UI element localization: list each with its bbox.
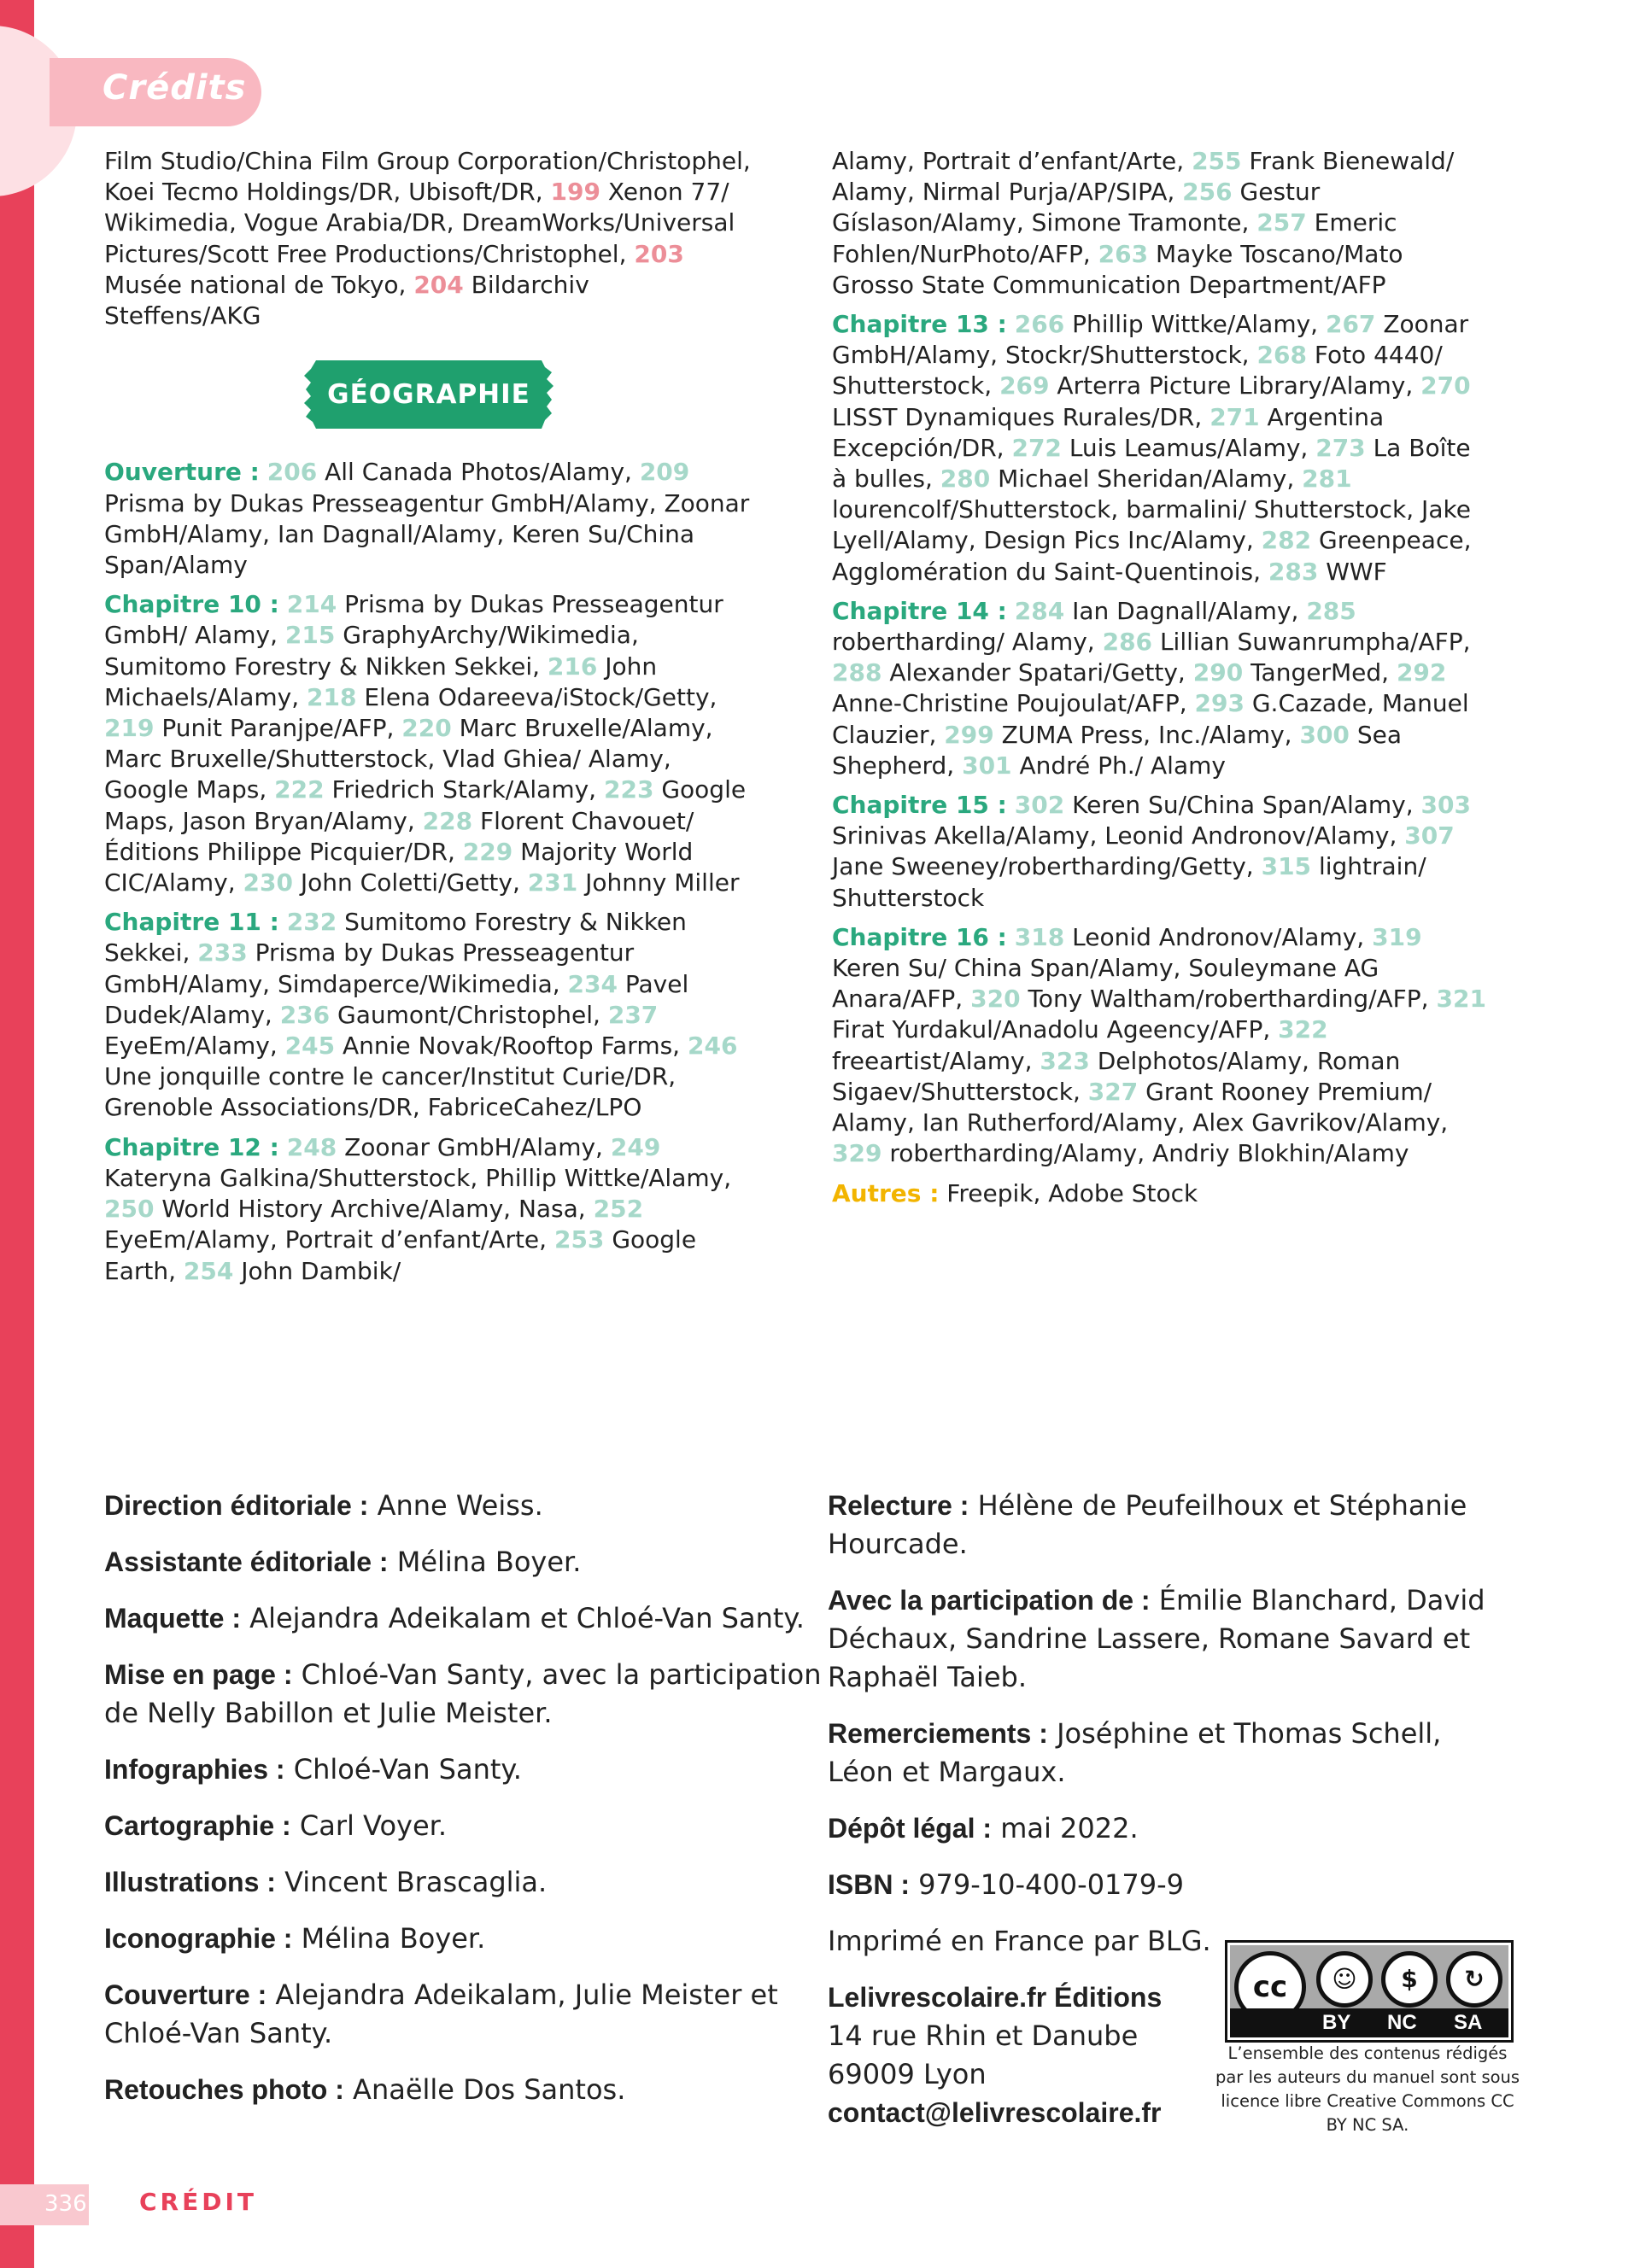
staff-entry <box>104 1863 830 1902</box>
staff-role: Maquette : <box>104 1603 241 1634</box>
page-ref-number: 233 <box>197 938 248 967</box>
credit-text: lightrain/ Shutterstock <box>832 852 1426 912</box>
page-ref-number: 266 <box>1014 310 1065 339</box>
section-label: Chapitre 15 : <box>832 791 1007 820</box>
credit-text: TangerMed, <box>1243 658 1397 687</box>
credit-text: Elena Odareeva/iStock/Getty, <box>356 682 718 711</box>
page-ref-number: 271 <box>1210 402 1260 431</box>
credit-text: John Dambik/ <box>233 1256 401 1285</box>
staff-entry <box>104 1976 830 2053</box>
staff-role: Cartographie : <box>104 1810 291 1841</box>
credit-text: Mayke Toscano/Mato Grosso State Communication Department/AFP <box>832 239 1403 299</box>
staff-role: Dépôt légal : <box>828 1813 993 1844</box>
credit-text: Michael Sheridan/Alamy, <box>990 465 1303 494</box>
license-text: L’ensemble des contenus rédigés par les auteurs du manuel sont sous licence libre Creative Commons CC BY NC SA. <box>1215 2043 1520 2135</box>
page-ref-number: 327 <box>1087 1077 1139 1106</box>
staff-entry <box>104 1807 830 1845</box>
page-ref-number: 230 <box>243 868 293 897</box>
credit-text: Zoonar GmbH/Alamy, <box>337 1132 611 1161</box>
credit-text: freeartist/Alamy, <box>832 1046 1040 1075</box>
credit-text: G.Cazade, Manuel Clauzier, <box>832 689 1469 749</box>
page-ref-number: 302 <box>1014 791 1065 820</box>
credit-text: Sea Shepherd, <box>832 720 1402 780</box>
page-ref-number: 215 <box>284 621 336 650</box>
staff-names: Anaëlle Dos Santos. <box>343 2073 626 2106</box>
credit-text: Phillip Wittke/Alamy, <box>1064 310 1326 339</box>
staff-names: Alejandra Adeikalam et Chloé-Van Santy. <box>241 1602 805 1634</box>
credit-section <box>104 1132 753 1287</box>
credit-text: robertharding/Alamy, Andriy Blokhin/Alamy <box>882 1139 1409 1168</box>
credit-section <box>104 907 753 1123</box>
staff-names: Alejandra Adeikalam, Julie Meister et Chloé-Van Santy. <box>104 1979 778 2049</box>
footer-section-label: CRÉDIT <box>139 2188 257 2216</box>
page-ref-number: 267 <box>1325 310 1376 339</box>
page-ref-number: 206 <box>266 458 318 487</box>
staff-entry <box>828 1581 1511 1697</box>
credit-text: André Ph./ Alamy <box>1011 751 1226 780</box>
staff-names: Vincent Brascaglia. <box>275 1866 548 1898</box>
page-ref-number: 288 <box>832 658 882 687</box>
staff-role: ISBN : <box>828 1869 910 1900</box>
cc-icon: cc <box>1234 1951 1306 2023</box>
credit-text: Kateryna Galkina/Shutterstock, Phillip Wittke/Alamy, <box>104 1163 732 1192</box>
staff-role: Iconographie : <box>104 1923 293 1954</box>
page-ref-number: 209 <box>639 458 690 487</box>
staff-role: Infographies : <box>104 1754 285 1785</box>
credit-text: Friedrich Stark/Alamy, <box>324 775 604 804</box>
right-sections <box>832 309 1490 1169</box>
credit-text: Prisma by Dukas Presseagentur GmbH/Alamy, Simdaperce/Wikimedia, <box>104 938 635 998</box>
staff-left-list <box>104 1487 830 2127</box>
credit-text: Delphotos/Alamy, Roman Sigaev/Shutterstock, <box>832 1046 1401 1106</box>
credit-text: Frank Bienewald/ Alamy, Nirmal Purja/AP/SIPA, <box>832 147 1455 207</box>
section-label: Chapitre 10 : <box>104 590 279 619</box>
staff-entry <box>104 1487 830 1525</box>
publisher-address-2: 69009 Lyon <box>828 2058 987 2090</box>
staff-names: Mélina Boyer. <box>388 1546 582 1578</box>
staff-names: mai 2022. <box>992 1812 1139 1844</box>
page-ref-number: 255 <box>1192 147 1242 175</box>
geography-badge-label: GÉOGRAPHIE <box>327 379 530 411</box>
page-ref-number: 322 <box>1278 1015 1328 1044</box>
credit-text: WWF <box>1318 557 1387 586</box>
credit-text: ZUMA Press, Inc./Alamy, <box>993 720 1300 749</box>
credit-text: Florent Chavouet/Éditions Philippe Picquier/DR, <box>104 806 694 866</box>
credit-section <box>832 922 1490 1170</box>
credit-section <box>104 589 753 898</box>
credit-text: Lillian Suwanrumpha/AFP, <box>1152 628 1471 657</box>
page-ref-number: 222 <box>274 775 325 804</box>
credit-text: Pavel Dudek/Alamy, <box>104 969 689 1029</box>
credit-text: LISST Dynamiques Rurales/DR, <box>832 402 1210 431</box>
publisher-address-1: 14 rue Rhin et Danube <box>828 2020 1139 2052</box>
credit-text: Annie Novak/Rooftop Farms, <box>335 1032 688 1061</box>
credit-text: Majority World CIC/Alamy, <box>104 837 694 897</box>
page-ref-number: 263 <box>1098 239 1149 268</box>
page-ref-number: 307 <box>1404 821 1455 850</box>
page-ref-number: 216 <box>547 652 598 681</box>
staff-role: Couverture : <box>104 1979 267 2010</box>
credit-text: John Coletti/Getty, <box>292 868 528 897</box>
page-ref-number: 320 <box>970 985 1021 1014</box>
page-ref-number: 245 <box>284 1032 336 1061</box>
page-ref-number: 246 <box>687 1032 738 1061</box>
printed-line: Imprimé en France par BLG. <box>828 1925 1211 1957</box>
credit-text: Greenpeace, Agglomération du Saint-Quentinois, <box>832 526 1472 586</box>
staff-names: 979-10-400-0179-9 <box>910 1868 1185 1901</box>
page-ref-number: 199 <box>550 178 600 207</box>
credit-text: Prisma by Dukas Presseagentur GmbH/Alamy, Zoonar GmbH/Alamy, Ian Dagnall/Alamy, Keren Su/China Span/Alamy <box>104 488 750 580</box>
credit-text: Keren Su/China Span/Alamy, <box>1064 791 1421 820</box>
page-ref-number: 219 <box>104 714 155 743</box>
page-ref-number: 321 <box>1436 985 1486 1014</box>
credit-text: EyeEm/Alamy, Portrait d’enfant/Arte, <box>104 1225 554 1254</box>
page-ref-number: 236 <box>279 1000 331 1029</box>
staff-entry <box>104 1599 830 1638</box>
staff-names: Émilie Blanchard, David Déchaux, Sandrine Lassere, Romane Savard et Raphaël Taieb. <box>828 1584 1485 1693</box>
credit-text: lourencolf/Shutterstock, barmalini/ Shutterstock, Jake Lyell/Alamy, Design Pics Inc/Alamy, <box>832 495 1471 555</box>
page-ref-number: 323 <box>1040 1046 1090 1075</box>
staff-role: Remerciements : <box>828 1718 1048 1749</box>
credit-text: Johnny Miller <box>577 868 740 897</box>
credit-text: Alexander Spatari/Getty, <box>882 658 1193 687</box>
right-credits-column <box>832 146 1490 1218</box>
credit-text: Firat Yurdakul/Anadolu Ageency/AFP, <box>832 1015 1279 1044</box>
page-ref-number: 319 <box>1372 922 1422 951</box>
credit-text: Alamy, Portrait d’enfant/Arte, <box>832 147 1192 175</box>
page-ref-number: 231 <box>527 868 578 897</box>
page-ref-number: 315 <box>1261 852 1312 881</box>
page-ref-number: 268 <box>1256 341 1307 370</box>
cc-label-nc: NC <box>1387 2011 1417 2034</box>
cc-label-sa: SA <box>1454 2011 1483 2034</box>
page-ref-number: 290 <box>1192 658 1244 687</box>
staff-entry <box>104 1543 830 1581</box>
credit-section <box>832 596 1490 781</box>
page-number: 336 <box>44 2191 87 2217</box>
credit-text: Sumitomo Forestry & Nikken Sekkei, <box>104 908 687 967</box>
staff-entry <box>828 1809 1511 1848</box>
credits-tab-label: Crédits <box>102 68 247 108</box>
staff-names: Anne Weiss. <box>368 1489 543 1522</box>
section-label: Chapitre 16 : <box>832 922 1007 951</box>
left-intro <box>104 146 753 331</box>
page-ref-number: 286 <box>1102 628 1153 657</box>
credit-text: Jane Sweeney/robertharding/Getty, <box>832 852 1262 881</box>
staff-entry <box>828 1487 1511 1564</box>
staff-right-entries <box>828 1487 1511 1904</box>
left-sections <box>104 457 753 1286</box>
credit-text: Argentina Excepción/DR, <box>832 402 1385 462</box>
credit-text: Google Maps, Jason Bryan/Alamy, <box>104 775 747 835</box>
credit-text: Arterra Picture Library/Alamy, <box>1049 371 1421 400</box>
page-ref-number: 214 <box>286 590 337 619</box>
section-label: Chapitre 12 : <box>104 1132 279 1161</box>
left-accent-bar <box>0 0 34 2268</box>
cc-labels-bar <box>1230 2008 1508 2037</box>
page-ref-number: 257 <box>1256 208 1307 237</box>
credit-text: Srinivas Akella/Alamy, Leonid Andronov/Alamy, <box>832 821 1405 850</box>
credit-text: GraphyArchy/Wikimedia, Sumitomo Forestry & Nikken Sekkei, <box>104 621 639 681</box>
autres-text: Freepik, Adobe Stock <box>939 1178 1198 1207</box>
credit-text: La Boîte à bulles, <box>832 433 1471 494</box>
page-ref-number: 300 <box>1299 720 1350 749</box>
sa-share-icon: ↻ <box>1446 1951 1502 2008</box>
staff-role: Retouches photo : <box>104 2074 344 2105</box>
staff-role: Assistante éditoriale : <box>104 1546 389 1577</box>
staff-role: Avec la participation de : <box>828 1585 1151 1616</box>
page-ref-number: 285 <box>1306 596 1356 625</box>
credit-text: Prisma by Dukas Presseagentur GmbH/ Alamy, <box>104 590 723 650</box>
staff-names: Hélène de Peufeilhoux et Stéphanie Hourcade. <box>828 1489 1467 1560</box>
page-ref-number: 292 <box>1396 658 1447 687</box>
credit-text: Foto 4440/ Shutterstock, <box>832 341 1443 400</box>
page-ref-number: 282 <box>1261 526 1312 555</box>
credit-text: Leonid Andronov/Alamy, <box>1064 922 1373 951</box>
page-ref-number: 293 <box>1194 689 1245 718</box>
credit-text: Anne-Christine Poujoulat/AFP, <box>832 689 1195 718</box>
credit-text: Google Earth, <box>104 1225 697 1285</box>
page-ref-number: 248 <box>286 1132 337 1161</box>
credit-text: Marc Bruxelle/Alamy, Marc Bruxelle/Shutterstock, Vlad Ghiea/ Alamy, Google Maps, <box>104 714 713 804</box>
cc-license-badge <box>1225 1940 1514 2043</box>
section-label: Chapitre 14 : <box>832 596 1007 625</box>
page-ref-number: 250 <box>104 1195 155 1224</box>
page-ref-number: 269 <box>999 371 1050 400</box>
credit-text: Bildarchiv Steffens/AKG <box>104 270 589 330</box>
credit-text: Grant Rooney Premium/ Alamy, Ian Rutherford/Alamy, Alex Gavrikov/Alamy, <box>832 1077 1449 1137</box>
page-ref-number: 284 <box>1014 596 1065 625</box>
credit-text: All Canada Photos/Alamy, <box>317 458 640 487</box>
page-ref-number: 203 <box>634 239 684 268</box>
credit-text: Gaumont/Christophel, <box>330 1000 608 1029</box>
staff-names: Joséphine et Thomas Schell, Léon et Margaux. <box>828 1717 1442 1788</box>
credits-tab <box>50 58 261 126</box>
page-ref-number: 237 <box>607 1000 659 1029</box>
credit-text: Emeric Fohlen/NurPhoto/AFP, <box>832 208 1397 268</box>
staff-entry <box>104 1920 830 1958</box>
page-ref-number: 272 <box>1011 433 1062 462</box>
page-ref-number: 256 <box>1182 178 1233 207</box>
credit-section <box>832 309 1490 587</box>
credit-text: Ian Dagnall/Alamy, <box>1064 596 1307 625</box>
credit-text: Film Studio/China Film Group Corporation/Christophel, Koei Tecmo Holdings/DR, Ubisoft/DR, <box>104 147 751 207</box>
right-intro <box>832 146 1490 301</box>
section-label: Chapitre 13 : <box>832 310 1007 339</box>
credit-section <box>104 457 753 581</box>
staff-role: Mise en page : <box>104 1659 293 1690</box>
left-credits-column <box>104 146 753 1295</box>
autres-label: Autres : <box>832 1178 940 1207</box>
page-ref-number: 254 <box>183 1256 234 1285</box>
page-ref-number: 234 <box>567 969 618 998</box>
page-ref-number: 283 <box>1268 557 1319 586</box>
page-ref-number: 229 <box>462 837 513 866</box>
staff-entry <box>104 2071 830 2109</box>
credit-text: Xenon 77/ Wikimedia, Vogue Arabia/DR, DreamWorks/Universal Pictures/Scott Free Productions/Christophel, <box>104 178 735 268</box>
section-label: Chapitre 11 : <box>104 908 279 937</box>
credit-text: Zoonar GmbH/Alamy, Stockr/Shutterstock, <box>832 310 1469 370</box>
publisher-name: Lelivrescolaire.fr Éditions <box>828 1982 1163 2013</box>
geography-badge-wrap <box>104 360 753 436</box>
staff-role: Relecture : <box>828 1490 969 1521</box>
page-ref-number: 218 <box>307 682 357 711</box>
page-ref-number: 252 <box>593 1195 644 1224</box>
page-ref-number: 228 <box>422 806 473 835</box>
staff-names: Chloé-Van Santy. <box>284 1753 522 1786</box>
page-ref-number: 299 <box>944 720 994 749</box>
publisher-email-link[interactable]: contact@lelivrescolaire.fr <box>828 2097 1162 2128</box>
section-label: Ouverture : <box>104 458 260 487</box>
credit-text: EyeEm/Alamy, <box>104 1032 285 1061</box>
staff-names: Carl Voyer. <box>290 1809 448 1842</box>
staff-entry <box>828 1866 1511 1904</box>
page-ref-number: 232 <box>286 908 337 937</box>
credit-text: Musée national de Tokyo, <box>104 270 414 299</box>
page-ref-number: 273 <box>1315 433 1366 462</box>
credit-text: Luis Leamus/Alamy, <box>1061 433 1316 462</box>
page-ref-number: 223 <box>603 775 654 804</box>
page-ref-number: 303 <box>1420 791 1471 820</box>
staff-names: Mélina Boyer. <box>292 1922 486 1955</box>
credit-text: World History Archive/Alamy, Nasa, <box>154 1195 594 1224</box>
page-ref-number: 329 <box>832 1139 882 1168</box>
credit-text: robertharding/ Alamy, <box>832 628 1103 657</box>
page-ref-number: 204 <box>413 270 464 299</box>
staff-entry <box>104 1751 830 1789</box>
credit-text: Tony Waltham/robertharding/AFP, <box>1020 985 1437 1014</box>
staff-names: Chloé-Van Santy, avec la participation de Nelly Babillon et Julie Meister. <box>104 1658 822 1729</box>
by-person-icon: ☺ <box>1316 1951 1373 2008</box>
autres-entry <box>832 1178 1490 1209</box>
staff-role: Direction éditoriale : <box>104 1490 369 1521</box>
credit-text: Keren Su/ China Span/Alamy, Souleymane AG Anara/AFP, <box>832 954 1379 1014</box>
page-ref-number: 220 <box>401 714 452 743</box>
page-ref-number: 270 <box>1420 371 1471 400</box>
page-ref-number: 249 <box>610 1132 661 1161</box>
nc-dollar-icon: $ <box>1381 1951 1438 2008</box>
cc-label-by: BY <box>1322 2011 1351 2034</box>
credit-section <box>832 790 1490 914</box>
staff-role: Illustrations : <box>104 1867 276 1897</box>
credit-text: John Michaels/Alamy, <box>104 652 658 711</box>
credit-text: Punit Paranjpe/AFP, <box>154 714 402 743</box>
page-ref-number: 253 <box>554 1225 605 1254</box>
page-ref-number: 301 <box>962 751 1012 780</box>
credit-text: Gestur Gíslason/Alamy, Simone Tramonte, <box>832 178 1321 237</box>
geography-badge <box>304 360 554 429</box>
staff-entry <box>828 1715 1511 1792</box>
page-ref-number: 280 <box>940 465 991 494</box>
staff-entry <box>104 1656 830 1733</box>
credit-text: Une jonquille contre le cancer/Institut Curie/DR, Grenoble Associations/DR, FabriceCahez/LPO <box>104 1062 676 1122</box>
page-ref-number: 281 <box>1302 465 1352 494</box>
page-ref-number: 318 <box>1014 922 1065 951</box>
